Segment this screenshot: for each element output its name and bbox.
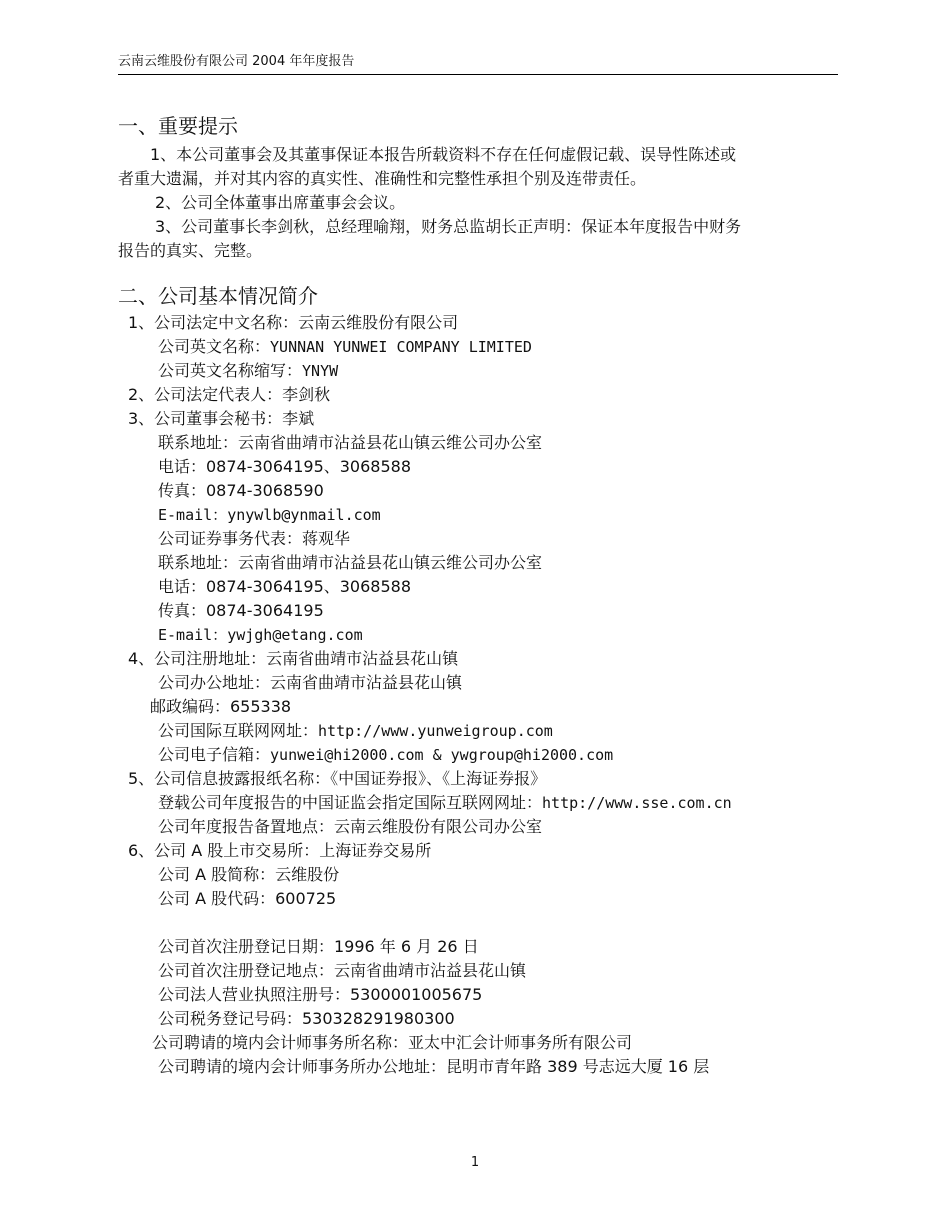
english-name-value: YUNNAN YUNWEI COMPANY LIMITED xyxy=(270,338,532,356)
chinese-name-line: 1、公司法定中文名称：云南云维股份有限公司 xyxy=(128,313,459,332)
legal-representative-line: 2、公司法定代表人：李剑秋 xyxy=(128,385,331,404)
report-location-line: 公司年度报告备置地点：云南云维股份有限公司办公室 xyxy=(158,817,543,836)
english-abbr-value: YNYW xyxy=(302,362,339,380)
secretary-email-label: E-mail： xyxy=(158,506,228,524)
rep-email-line xyxy=(158,623,363,647)
notice-item-3-line-1: 3、公司董事长李剑秋，总经理喻翔，财务总监胡长正声明：保证本年度报告中财务 xyxy=(155,217,742,236)
english-name-line xyxy=(158,335,532,359)
board-secretary-line: 3、公司董事会秘书：李斌 xyxy=(128,409,315,428)
annual-report-website-line xyxy=(158,791,732,815)
website-link[interactable]: http://www.yunweigroup.com xyxy=(318,722,553,740)
page-header: 云南云维股份有限公司 2004 年年度报告 xyxy=(118,52,838,75)
tax-registration-line: 公司税务登记号码：530328291980300 xyxy=(158,1009,455,1028)
accounting-firm-address-line: 公司聘请的境内会计师事务所办公地址：昆明市青年路 389 号志远大厦 16 层 xyxy=(158,1057,710,1076)
website-line xyxy=(158,719,553,743)
first-registration-place-line: 公司首次注册登记地点：云南省曲靖市沾益县花山镇 xyxy=(158,961,527,980)
notice-item-3-line-2: 报告的真实、完整。 xyxy=(118,241,263,260)
secretary-address-line: 联系地址：云南省曲靖市沾益县花山镇云维公司办公室 xyxy=(158,433,543,452)
stock-abbr-line: 公司 A 股简称：云维股份 xyxy=(158,865,340,884)
section-heading-important-notice: 一、重要提示 xyxy=(118,114,238,138)
website-label: 公司国际互联网网址： xyxy=(158,721,319,740)
secretary-phone-line: 电话：0874-3064195、3068588 xyxy=(158,457,412,476)
disclosure-newspapers-line: 5、公司信息披露报纸名称：《中国证券报》、《上海证券报》 xyxy=(128,769,547,788)
rep-email-value[interactable]: ywjgh@etang.com xyxy=(227,626,363,644)
english-abbr-label: 公司英文名称缩写： xyxy=(158,361,303,380)
first-registration-date-line: 公司首次注册登记日期：1996 年 6 月 26 日 xyxy=(158,937,479,956)
annual-report-website-label: 登载公司年度报告的中国证监会指定国际互联网网址： xyxy=(158,793,543,812)
rep-email-label: E-mail： xyxy=(158,626,228,644)
company-email-line xyxy=(158,743,613,767)
stock-code-line: 公司 A 股代码：600725 xyxy=(158,889,337,908)
rep-address-line: 联系地址：云南省曲靖市沾益县花山镇云维公司办公室 xyxy=(158,553,543,572)
registered-address-line: 4、公司注册地址：云南省曲靖市沾益县花山镇 xyxy=(128,649,459,668)
notice-item-1-line-1: 1、本公司董事会及其董事保证本报告所载资料不存在任何虚假记载、误导性陈述或 xyxy=(150,145,737,164)
section-heading-company-profile: 二、公司基本情况简介 xyxy=(118,284,318,308)
annual-report-website-link[interactable]: http://www.sse.com.cn xyxy=(542,794,732,812)
page-number: 1 xyxy=(470,1155,480,1170)
secretary-email-value[interactable]: ynywlb@ynmail.com xyxy=(227,506,381,524)
english-abbr-line xyxy=(158,359,338,383)
secretary-fax-line: 传真：0874-3068590 xyxy=(158,481,324,500)
office-address-line: 公司办公地址：云南省曲靖市沾益县花山镇 xyxy=(158,673,463,692)
rep-phone-line: 电话：0874-3064195、3068588 xyxy=(158,577,412,596)
company-email-value[interactable]: yunwei@hi2000.com & ywgroup@hi2000.com xyxy=(270,746,614,764)
business-license-line: 公司法人营业执照注册号：5300001005675 xyxy=(158,985,483,1004)
secretary-email-line xyxy=(158,503,381,527)
accounting-firm-name-line: 公司聘请的境内会计师事务所名称：亚太中汇会计师事务所有限公司 xyxy=(152,1033,633,1052)
notice-item-1-line-2: 者重大遗漏，并对其内容的真实性、准确性和完整性承担个别及连带责任。 xyxy=(118,169,647,188)
notice-item-2: 2、公司全体董事出席董事会会议。 xyxy=(155,193,406,212)
rep-fax-line: 传真：0874-3064195 xyxy=(158,601,324,620)
company-email-label: 公司电子信箱： xyxy=(158,745,271,764)
english-name-label: 公司英文名称： xyxy=(158,337,271,356)
stock-exchange-line: 6、公司 A 股上市交易所：上海证券交易所 xyxy=(128,841,432,860)
postal-code-line: 邮政编码：655338 xyxy=(150,697,292,716)
securities-rep-line: 公司证券事务代表：蒋观华 xyxy=(158,529,351,548)
